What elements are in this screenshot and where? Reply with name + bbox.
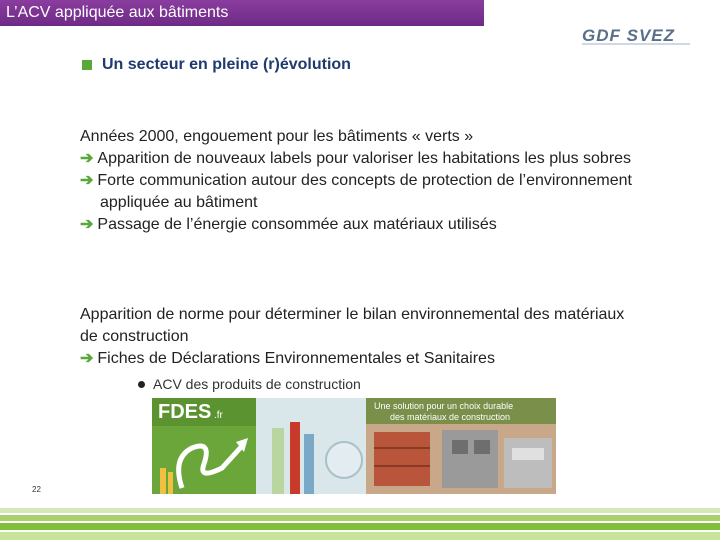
banner-brand-suffix: .fr [214, 410, 223, 421]
banner-tagline-1: Une solution pour un choix durable [374, 401, 514, 411]
arrow-right-icon: ➔ [80, 216, 94, 233]
block2-intro: Apparition de norme pour déterminer le bilan environnemental des matériaux de construction [80, 306, 625, 345]
banner-brand: FDES [158, 401, 212, 423]
block2-sub-item [138, 376, 361, 392]
arrow-right-icon: ➔ [80, 172, 94, 189]
block1-item-2 [80, 170, 660, 214]
gdf-suez-logo [580, 24, 692, 46]
block2-item-text: Fiches de Déclarations Environnementales et Sanitaires [97, 350, 495, 367]
block2-item [80, 348, 640, 370]
block-labels [80, 126, 660, 236]
block-norme [80, 304, 640, 370]
block1-intro: Années 2000, engouement pour les bâtiments « verts » [80, 128, 474, 145]
arrow-right-icon: ➔ [80, 350, 94, 367]
section-heading-text: Un secteur en pleine (r)évolution [102, 56, 351, 73]
block1-item-3-text: Passage de l’énergie consommée aux matériaux utilisés [97, 216, 497, 233]
square-bullet-icon [82, 60, 92, 70]
fdes-banner-image [152, 398, 556, 494]
logo-text: GDF SVEZ [582, 26, 676, 45]
slide-title-bar [0, 0, 484, 26]
block1-item-1 [80, 148, 660, 170]
block2-sub-item-text: ACV des produits de construction [153, 376, 361, 392]
footer-decoration [0, 506, 720, 540]
arrow-right-icon: ➔ [80, 150, 94, 167]
banner-tagline-2: des matériaux de construction [390, 412, 511, 422]
section-heading [82, 56, 351, 74]
dot-bullet-icon [138, 381, 145, 388]
block1-item-2-text: Forte communication autour des concepts de protection de l’environnement appliquée au bâtiment [97, 172, 632, 211]
slide-title: L’ACV appliquée aux bâtiments [6, 4, 229, 21]
block1-item-3 [80, 214, 660, 236]
page-number: 22 [32, 485, 41, 494]
block1-item-1-text: Apparition de nouveaux labels pour valoriser les habitations les plus sobres [97, 150, 632, 167]
